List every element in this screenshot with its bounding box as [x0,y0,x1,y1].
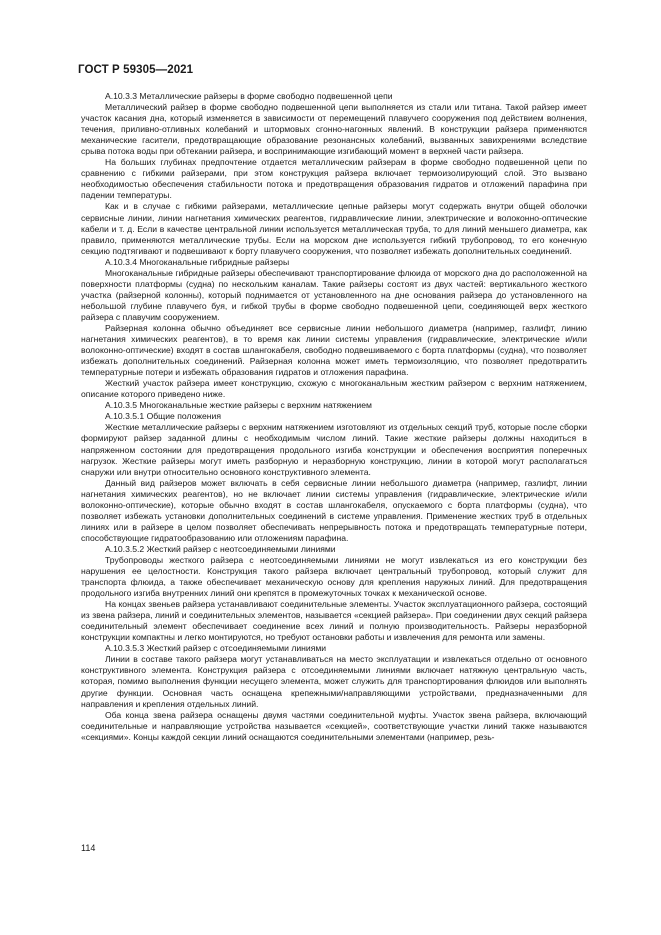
section-heading-a-10-3-5: А.10.3.5 Многоканальные жесткие райзеры с верхним натяжением [105,400,372,411]
body-paragraph: Трубопроводы жесткого райзера с неотсоединяемыми линиями не могут извлекаться из его конструкции без нарушения ее целостности. Конструкция такого райзера включает центральный трубопровод, который служит для транспорта флюида, а также обеспечивает механическую основу для крепления наружных линий. Для предотвращения продольного изгиба внутренних линий они крепятся в промежуточных точках к механической основе. [81,554,587,599]
body-paragraph: Многоканальные гибридные райзеры обеспечивают транспортирование флюида от морского дна до расположенной на поверхности платформы (судна) по нескольким каналам. Такие райзеры состоят из двух частей: вертикального жесткого участка (райзерной колонны), который поднимается от установленного на дне основания райзера до установленного на небольшой глубине плавучего буя, и гибкой трубы в форме свободно подвешенной цепи, соединяющей верх жесткого райзера с плавучим сооружением. [81,267,587,322]
document-header: ГОСТ Р 59305—2021 [78,64,194,76]
section-heading-a-10-3-5-2: А.10.3.5.2 Жесткий райзер с неотсоединяемыми линиями [105,543,336,554]
body-paragraph: Как и в случае с гибкими райзерами, металлические цепные райзеры могут содержать внутри общей оболочки сервисные линии, линии нагнетания химических реагентов, гидравлические линии, электрические и волоконно-оптические кабели и т. д. Если в качестве центральной линии используется металлическая труба, то для линий меньшего диаметра, как правило, применяются металлические трубы. Если на морском дне используется гибкий трубопровод, то его конечную секцию подтягивают и подвешивают к борту плавучего сооружения, что позволяет избежать дополнительных соединений. [81,201,587,256]
page-number: 114 [81,843,96,853]
body-paragraph: Райзерная колонна обычно объединяет все сервисные линии небольшого диаметра (например, газлифт, линию нагнетания химических реагентов), в то время как линии системы управления (гидравлические, электрические и/или волоконно-оптические) входят в состав шлангокабеля, свободно подвешиваемого с борта платформы (судна), что позволяет избежать дополнительных соединений. Райзерная колонна может иметь термоизоляцию, что позволяет предотвратить температурные потери и избежать образования гидратов и отложения парафина. [81,322,587,378]
body-paragraph: Жесткие металлические райзеры с верхним натяжением изготовляют из отдельных секций труб, которые после сборки формируют райзер заданной длины с необходимым числом линий. Такие жесткие райзеры должны находиться в напряженном состоянии для предотвращения продольного изгиба конструкции и обеспечения восприятия поперечных нагрузок. Жесткие райзеры могут иметь разборную и неразборную конструкцию, линии в которой могут располагаться снаружи или внутри относительно основного конструктивного элемента. [81,422,587,477]
body-paragraph: Металлический райзер в форме свободно подвешенной цепи выполняется из стали или титана. Такой райзер имеет участок касания дна, который изменяется в зависимости от перемещений плавучего сооружения под действием волнения, течения, приливно-отливных колебаний и штормовых сгонно-нагонных явлений. В конструкции райзера применяются механические гасители, предотвращающие образование резонансных колебаний, вызванных завихрениями вследствие срыва потока воды при обтекании райзера, и воспринимающие изгибающий момент в верхней части райзера. [81,102,587,157]
document-body [81,91,587,743]
body-paragraph: Оба конца звена райзера оснащены двумя частями соединительной муфты. Участок звена райзера, включающий соединительные и направляющие устройства называется «секцией», соответствующие участки линий также называются «секциями». Концы каждой секции линий оснащаются соединительными элементами (например, резь- [81,709,587,742]
body-paragraph: Данный вид райзеров может включать в себя сервисные линии небольшого диаметра (например, газлифт, линии нагнетания химических реагентов), но не включает линии системы управления (гидравлические, электрические и/или волоконно-оптические), которые обычно входят в состав шлангокабеля, опускаемого с борта платформы (судна), что позволяет избежать установки дополнительных соединений в системе управления. Применение жестких труб в отдельных линиях или в райзере в целом позволяет обеспечивать непрерывность потока и предотвращать температурные потери, способствующие гидратообразованию или отложениям парафина. [81,477,587,543]
section-heading-a-10-3-3: А.10.3.3 Металлические райзеры в форме свободно подвешенной цепи [105,91,393,101]
section-heading-a-10-3-4: А.10.3.4 Многоканальные гибридные райзеры [105,256,290,267]
section-heading-a-10-3-5-1: А.10.3.5.1 Общие положения [105,411,221,422]
body-paragraph: На больших глубинах предпочтение отдается металлическим райзерам в форме свободно подвешенной цепи по сравнению с гибкими райзерами, при этом конструкция райзера включает термоизолирующий слой. Это вызвано необходимостью обеспечения стабильности потока и предотвращения образования гидратов и отложений парафина при падении температуры. [81,157,587,201]
body-paragraph: На концах звеньев райзера устанавливают соединительные элементы. Участок эксплуатационного райзера, состоящий из звена райзера, линий и соединительных элементов, называется «секцией райзера». При соединении двух секций райзера соединительный элемент обеспечивает соединение всех линий и полную производительность. Райзеры неразборной конструкции компактны и легко монтируются, но требуют остановки работы и извлечения для ремонта или замены. [81,599,587,643]
body-paragraph: Жесткий участок райзера имеет конструкцию, схожую с многоканальным жестким райзером с верхним натяжением, описание которого приведено ниже. [81,378,587,400]
body-paragraph: Линии в составе такого райзера могут устанавливаться на место эксплуатации и извлекаться отдельно от основного конструктивного элемента. Конструкция райзера с отсоединяемыми линиями включает натяжную центральную часть, которая, помимо выполнения функции несущего элемента, может служить для транспортирования флюидов или выполнять другие функции. Основная часть оснащена крепежными/направляющими устройствами, предназначенными для направления и крепления отдельных линий. [81,654,587,709]
section-heading-a-10-3-5-3: А.10.3.5.3 Жесткий райзер с отсоединяемыми линиями [105,643,327,654]
